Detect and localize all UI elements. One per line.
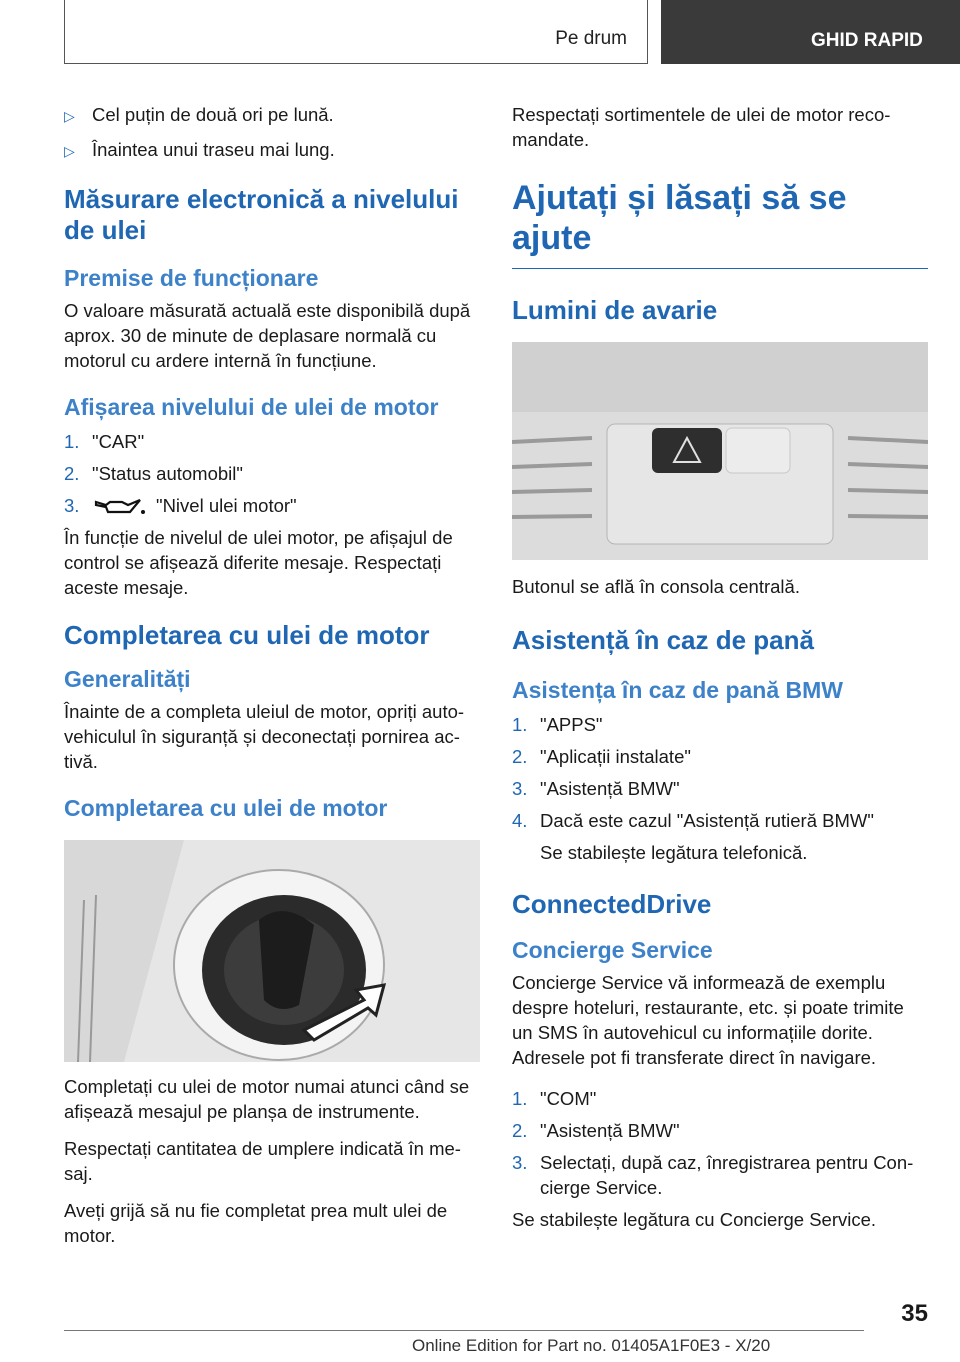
- fill-text-3: Aveți grijă să nu fie completat prea mult ulei de motor.: [64, 1200, 448, 1246]
- premise-text: O valoare măsurată actuală este disponibilă după aprox. 30 de minute de deplasare normală cu motorul cu ardere internă în funcțiune.: [64, 300, 471, 371]
- step-item: 2. "Aplicații instalate": [512, 746, 691, 767]
- heading-premise: Premise de funcționare: [64, 265, 319, 291]
- bullet-item: ▷ Înaintea unui traseu mai lung.: [64, 137, 480, 164]
- hazard-button-photo: [512, 342, 928, 560]
- fill-text-1: Completați cu ulei de motor numai atunci când se afișează mesajul pe planșa de instrumente.: [64, 1076, 470, 1122]
- heading-general: Generalități: [64, 666, 191, 692]
- step-item: 1. "COM": [512, 1088, 597, 1109]
- step-item: 3. "Nivel ulei motor": [64, 495, 297, 516]
- step-item: 2. "Asistență BMW": [512, 1120, 680, 1141]
- heading-breakdown: Asistență în caz de pană: [512, 625, 814, 655]
- heading-fill-oil-sub: Completarea cu ulei de motor: [64, 795, 388, 821]
- heading-hazard-lights: Lumini de avarie: [512, 295, 718, 325]
- general-text: Înainte de a completa uleiul de motor, opriți auto-vehiculul în siguranță și deconectați pornirea ac-tivă.: [64, 701, 465, 772]
- step-item: 1. "APPS": [512, 714, 603, 735]
- header-section: Pe drum: [555, 28, 627, 49]
- triangle-bullet-icon: ▷: [64, 108, 75, 124]
- concierge-result-text: Se stabilește legătura cu Concierge Service.: [512, 1209, 877, 1230]
- step-item: 3. "Asistență BMW": [512, 778, 680, 799]
- concierge-text: Concierge Service vă informează de exemplu despre hoteluri, restaurante, etc. și poate trimite un SMS în autovehicul cu informațiile dorite. Adresele pot fi transferate direct în navigare.: [512, 972, 904, 1068]
- page-number: 35: [901, 1300, 928, 1327]
- heading-concierge: Concierge Service: [512, 937, 713, 963]
- heading-oil-measure: Măsurare electronică a nivelului de ulei: [64, 184, 459, 245]
- heading-help: Ajutați și lăsați să se ajute: [512, 178, 928, 269]
- step-item: 2. "Status automobil": [64, 463, 243, 484]
- hazard-caption: Butonul se află în consola centrală.: [512, 576, 800, 597]
- oil-can-icon: [94, 496, 146, 516]
- left-column: [64, 102, 480, 1260]
- call-result-text: Se stabilește legătura telefonică.: [540, 842, 808, 863]
- step-item: 1. "CAR": [64, 431, 145, 452]
- right-column: [512, 102, 928, 1244]
- heading-oil-display: Afișarea nivelului de ulei de motor: [64, 394, 439, 420]
- step-item: 4. Dacă este cazul "Asistență rutieră BMW": [512, 810, 874, 831]
- fill-text-2: Respectați cantitatea de umplere indicată în me-saj.: [64, 1138, 461, 1184]
- oil-cap-photo: [64, 840, 480, 1062]
- step-item: 3. Selectați, după caz, înregistrarea pentru Con-cierge Service.: [512, 1152, 914, 1198]
- header-tab: GHID RAPID: [661, 0, 960, 64]
- heading-connecteddrive: ConnectedDrive: [512, 889, 712, 919]
- display-text: În funcție de nivelul de ulei motor, pe afișajul de control se afișează diferite mesaje. Respectați aceste mesaje.: [64, 527, 453, 598]
- bullet-item: ▷ Cel puțin de două ori pe lună.: [64, 102, 480, 129]
- online-edition-text: Online Edition for Part no. 01405A1F0E3 - X/20: [412, 1336, 771, 1355]
- footer-divider: [64, 1330, 864, 1331]
- heading-bmw-breakdown: Asistența în caz de pană BMW: [512, 677, 844, 703]
- triangle-bullet-icon: ▷: [64, 143, 75, 159]
- heading-fill-oil: Completarea cu ulei de motor: [64, 620, 430, 650]
- oil-grade-text: Respectați sortimentele de ulei de motor reco-mandate.: [512, 104, 891, 150]
